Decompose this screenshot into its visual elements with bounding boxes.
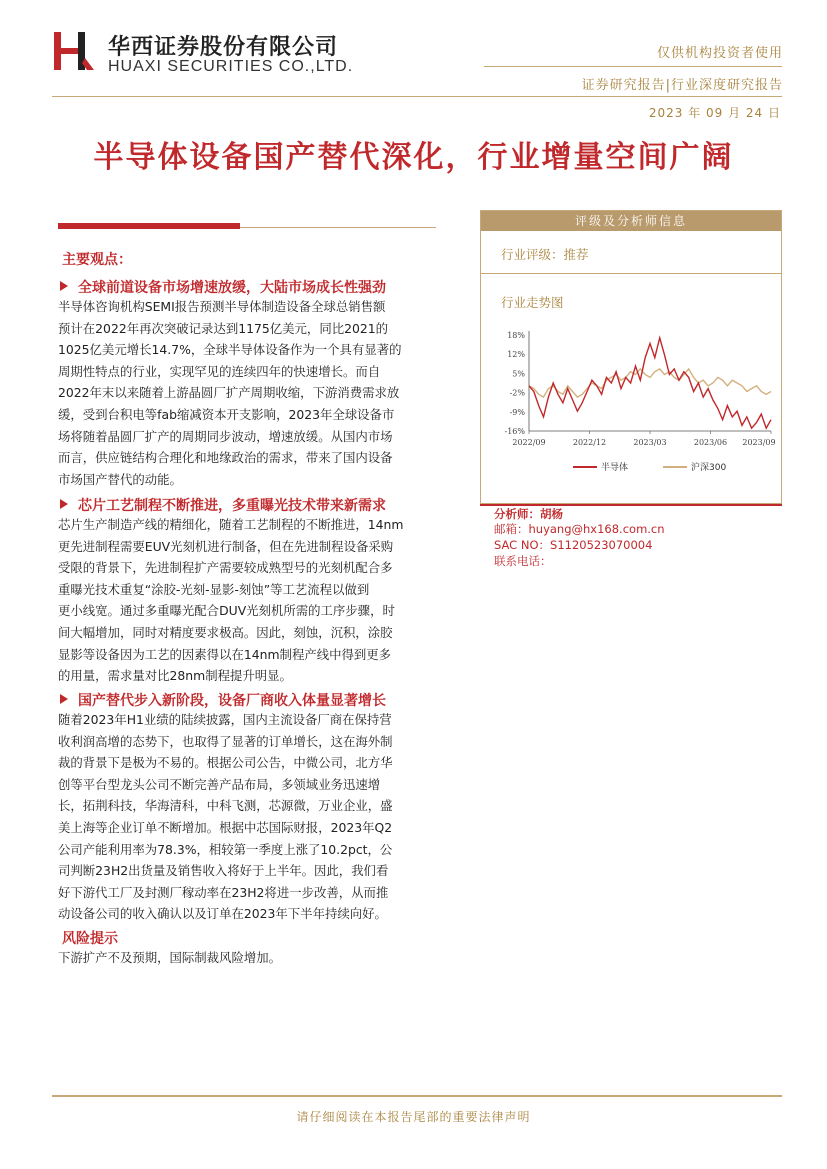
x-tick-label: 2023/06 (693, 438, 728, 447)
analyst-name: 分析师：胡杨 (494, 507, 563, 521)
legend-label: 沪深300 (691, 463, 727, 473)
brand-name-en: HUAXI SECURITIES CO.,LTD. (108, 58, 354, 75)
body-line: 市场国产替代的动能。 (58, 471, 182, 487)
point-3-title-text: 国产替代步入新阶段，设备厂商收入体量显著增长 (78, 693, 386, 709)
triangle-bullet-icon (60, 694, 68, 704)
body-line: 长，拓荆科技，华海清科，中科飞测，芯源微，万业企业，盛 (58, 798, 393, 814)
header-divider-2 (52, 96, 782, 97)
section-accent-bar (58, 223, 240, 229)
body-line: 缓，受到台积电等fab缩减资本开支影响，2023年全球设备市 (58, 406, 395, 422)
x-tick-label: 2022/09 (512, 438, 546, 447)
series-line-semiconductor (529, 338, 771, 428)
body-line: 司判断23H2出货量及销售收入将好于上半年。因此，我们看 (58, 863, 389, 879)
triangle-bullet-icon (60, 499, 68, 509)
body-line: 受限的背景下，先进制程扩产需要较成熟型号的光刻机配合多 (58, 560, 393, 576)
y-tick-label: -16% (504, 427, 525, 436)
body-line: 间大幅增加，同时对精度要求极高。因此，刻蚀，沉积，涂胶 (58, 624, 393, 640)
body-line: 公司产能利用率为78.3%，相较第一季度上涨了10.2pct，公 (58, 841, 393, 857)
x-tick-label: 2022/12 (572, 438, 607, 447)
point-1-title (60, 277, 386, 297)
report-type-label: 证券研究报告|行业深度研究报告 (581, 78, 783, 93)
body-line: 收利润高增的态势下，也取得了显著的订单增长，这在海外制 (58, 733, 393, 749)
body-line: 1025亿美元增长14.7%，全球半导体设备作为一个具有显著的 (58, 342, 402, 358)
x-tick-label: 2023/09 (742, 438, 776, 447)
body-line: 2022年末以来随着上游晶圆厂扩产周期收缩，下游消费需求放 (58, 385, 400, 401)
body-line: 更先进制程需要EUV光刻机进行制备，但在先进制程设备采购 (58, 538, 394, 554)
audience-label: 仅供机构投资者使用 (656, 46, 783, 61)
rating-panel (480, 210, 782, 504)
header-divider (484, 66, 782, 67)
y-tick-label: 12% (507, 350, 525, 360)
body-line: 创等平台型龙头公司不断完善产品布局，多领域业务迅速增 (58, 776, 381, 792)
y-tick-label: 18% (507, 331, 525, 340)
body-line: 场将随着晶圆厂扩产的周期同步波动，增速放缓。从国内市场 (58, 428, 393, 444)
legend-label: 半导体 (601, 463, 629, 473)
point-1-title-text: 全球前道设备市场增速放缓，大陆市场成长性强劲 (78, 280, 386, 296)
point-1-body (58, 296, 454, 490)
body-line: 半导体咨询机构SEMI报告预测半导体制造设备全球总销售额 (58, 299, 386, 314)
industry-rating: 行业评级：推荐 (501, 247, 589, 262)
triangle-bullet-icon (60, 281, 68, 291)
analyst-sac: SAC NO：S1120523070004 (494, 538, 653, 552)
body-line: 动设备公司的收入确认以及订单在2023年下半年持续向好。 (58, 906, 387, 922)
body-line: 预计在2022年再次突破记录达到1175亿美元，同比2021的 (58, 320, 389, 336)
footer-divider (52, 1095, 782, 1097)
body-line: 重曝光技术重复“涂胶-光刻-显影-刻蚀”等工艺流程以做到 (58, 581, 370, 597)
x-tick-label: 2023/03 (633, 438, 667, 447)
brand-name-cn: 华西证券股份有限公司 (108, 35, 339, 60)
panel-divider (481, 273, 781, 274)
point-3-title (60, 690, 386, 710)
body-line: 更小线宽。通过多重曝光配合DUV光刻机所需的工序步骤，时 (58, 603, 395, 619)
y-tick-label: 5% (512, 369, 525, 379)
huaxi-logo-icon (52, 28, 96, 74)
point-2-body (58, 514, 454, 687)
body-line: 的用量，需求量对比28nm制程提升明显。 (58, 668, 292, 684)
body-line: 而言，供应链结构合理化和地缘政治的需求，带来了国内设备 (58, 450, 393, 466)
body-line: 美上海等企业订单不断增加。根据中芯国际财报，2023年Q2 (58, 819, 393, 835)
body-line: 好下游代工厂及封测厂稼动率在23H2将进一步改善，从而推 (58, 884, 389, 900)
point-2-title (60, 495, 386, 515)
point-3-body (58, 709, 454, 925)
analyst-info (480, 504, 782, 568)
rating-panel-header: 评级及分析师信息 (481, 211, 781, 231)
body-line: 显影等设备因为工艺的因素得以在14nm制程产线中得到更多 (58, 646, 392, 662)
section-accent-line (240, 227, 436, 228)
point-2-title-text: 芯片工艺制程不断推进，多重曝光技术带来新需求 (78, 498, 386, 514)
y-tick-label: -9% (509, 407, 525, 417)
key-points-heading: 主要观点： (62, 252, 132, 268)
analyst-email: 邮箱：huyang@hx168.com.cn (494, 522, 665, 536)
y-tick-label: -2% (509, 388, 525, 398)
report-date: 2023 年 09 月 24 日 (648, 106, 781, 120)
analyst-phone: 联系电话： (494, 554, 552, 568)
risk-heading: 风险提示 (62, 931, 118, 947)
industry-trend-chart (487, 323, 783, 497)
body-line: 随着2023年H1业绩的陆续披露，国内主流设备厂商在保持营 (58, 712, 392, 727)
series-line-csi300 (529, 369, 771, 397)
risk-text: 下游扩产不及预期，国际制裁风险增加。 (58, 950, 282, 965)
body-line: 裁的背景下是极为不易的。根据公司公告，中微公司，北方华 (58, 755, 393, 771)
report-title: 半导体设备国产替代深化，行业增量空间广阔 (93, 140, 734, 175)
body-line: 周期性特点的行业，实现罕见的连续四年的快速增长。而自 (58, 363, 381, 379)
legal-disclaimer-link: 请仔细阅读在本报告尾部的重要法律声明 (296, 1110, 531, 1124)
trend-chart-title: 行业走势图 (501, 295, 564, 310)
body-line: 芯片生产制造产线的精细化，随着工艺制程的不断推进，14nm (58, 517, 404, 532)
